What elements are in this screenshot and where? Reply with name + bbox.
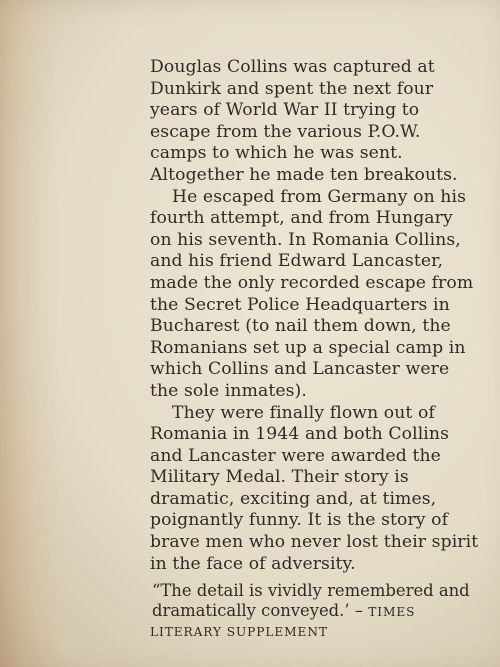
- text-line: years of World War II trying to: [150, 100, 420, 121]
- review-source: LITERARY SUPPLEMENT: [150, 625, 328, 639]
- text-line: which Collins and Lancaster were: [150, 359, 450, 380]
- text-line: brave men who never lost their spirit: [150, 532, 479, 553]
- text-line: fourth attempt, and from Hungary: [150, 208, 453, 229]
- review-quote: [150, 581, 500, 642]
- text-line: made the only recorded escape from: [150, 272, 474, 293]
- text-line: Military Medal. Their story is: [150, 467, 409, 488]
- review-quote-line: “The detail is vividly remembered and: [152, 581, 470, 600]
- text-line: and Lancaster were awarded the: [150, 445, 441, 466]
- review-quote-text: dramatically conveyed.’ –: [152, 601, 369, 620]
- text-line: Romania in 1944 and both Collins: [150, 424, 449, 445]
- paragraph-1: [150, 57, 492, 187]
- blurb-text: [150, 57, 492, 575]
- text-line: in the face of adversity.: [150, 553, 356, 574]
- text-line: Douglas Collins was captured at: [150, 57, 435, 77]
- text-line: Altogether he made ten breakouts.: [150, 164, 458, 185]
- paragraph-2: [150, 187, 492, 403]
- text-line: He escaped from Germany on his: [172, 186, 466, 207]
- text-line: camps to which he was sent.: [150, 143, 403, 164]
- review-source: TIMES: [368, 605, 416, 619]
- text-line: and his friend Edward Lancaster,: [150, 251, 444, 272]
- paragraph-3: [150, 403, 492, 576]
- text-line: Bucharest (to nail them down, the: [150, 316, 451, 337]
- review-quote-line: [150, 601, 500, 622]
- text-line: on his seventh. In Romania Collins,: [150, 229, 461, 250]
- text-line: the Secret Police Headquarters in: [150, 294, 450, 315]
- text-line: poignantly funny. It is the story of: [150, 510, 449, 531]
- text-line: escape from the various P.O.W.: [150, 121, 421, 142]
- text-line: Dunkirk and spent the next four: [150, 78, 434, 99]
- text-line: dramatic, exciting and, at times,: [150, 488, 437, 509]
- text-line: Romanians set up a special camp in: [150, 337, 466, 358]
- text-line: They were finally flown out of: [172, 402, 435, 423]
- text-line: the sole inmates).: [150, 380, 307, 401]
